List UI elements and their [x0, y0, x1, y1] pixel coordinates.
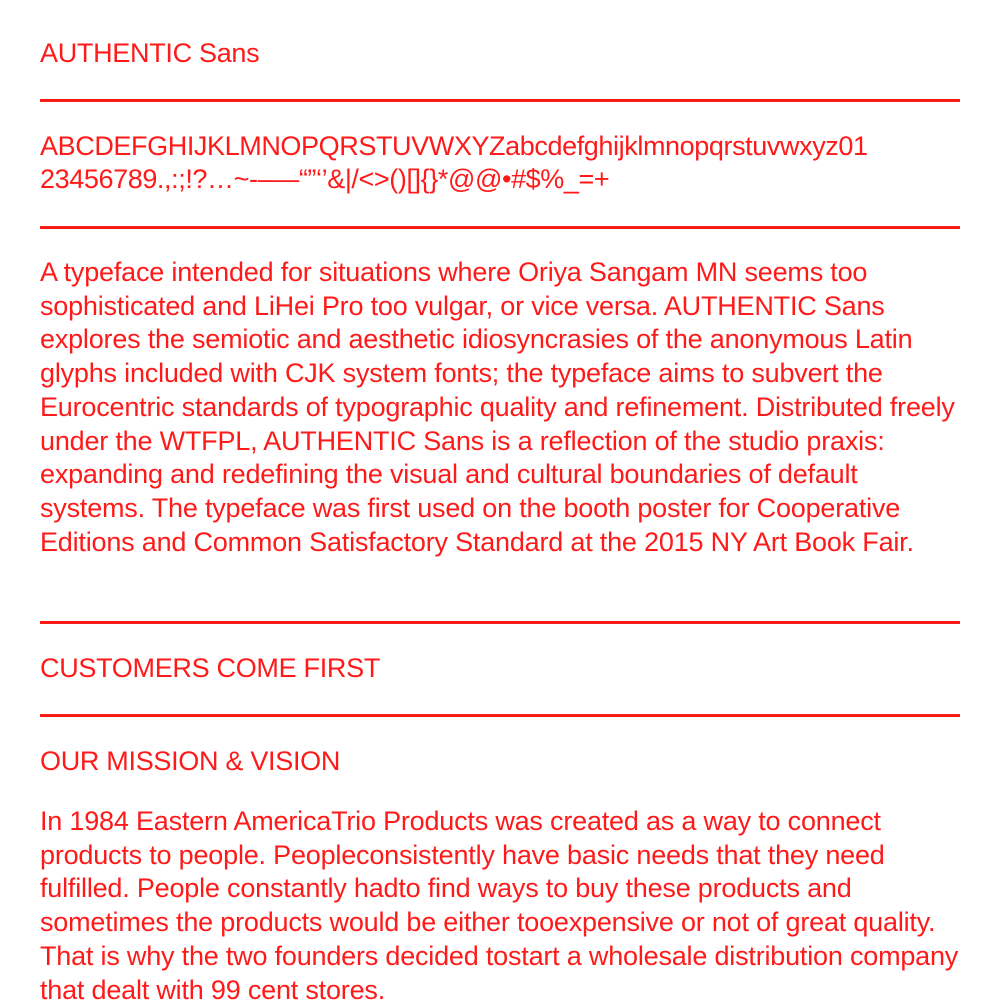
typeface-description: A typeface intended for situations where Oriya Sangam MN seems too sophisticated and LiHei Pro too vulgar, or vice versa. AUTHENTIC Sans explores the semiotic and aesthetic idiosyncrasies of the anonymous Latin glyphs included with CJK system fonts; the typeface aims to subvert the Eurocentric standards of typographic quality and refinement. Distributed freely under the WTFPL, AUTHENTIC Sans is a reflection of the studio praxis: expanding and redefining the visual and cultural boundaries of default systems. The typeface was first used on the booth poster for Cooperative Editions and Common Satisfactory Standard at the 2015 NY Art Book Fair.: [40, 257, 955, 557]
glyph-set-line-1: ABCDEFGHIJKLMNOPQRSTUVWXYZabcdefghijklmnopqrstuvwxyz01: [40, 131, 868, 161]
page-title: AUTHENTIC Sans: [40, 38, 260, 68]
divider: [40, 621, 960, 624]
glyph-set-line-2: 23456789.,:;!?…~-–—“”‘’&|/<>()[]{}*@@•#$%_=+: [40, 164, 610, 194]
heading-mission-vision: OUR MISSION & VISION: [40, 746, 341, 776]
heading-customers-come-first: CUSTOMERS COME FIRST: [40, 653, 381, 683]
divider: [40, 99, 960, 102]
divider: [40, 226, 960, 229]
divider: [40, 714, 960, 717]
mission-text: In 1984 Eastern AmericaTrio Products was created as a way to connect products to people. Peopleconsistently have basic needs that they need fulfilled. People constantly hadto find ways to buy these products and sometimes the products would be either tooexpensive or not of great quality. That is why the two founders decided tostart a wholesale distribution company that dealt with 99 cent stores.: [40, 806, 959, 1005]
